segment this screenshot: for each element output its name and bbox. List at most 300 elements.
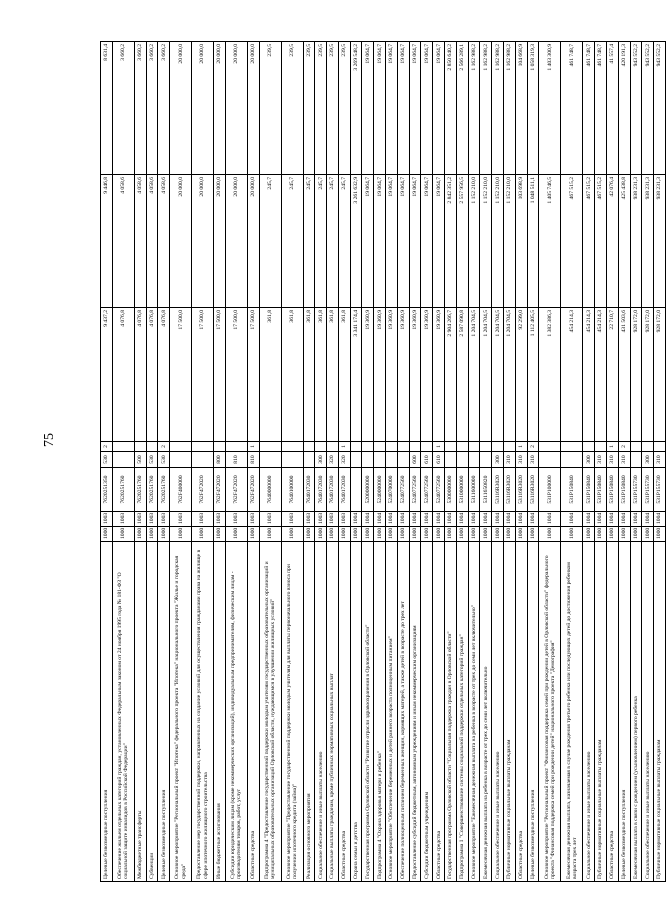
- table-row: [433, 42, 445, 882]
- amount-year-1: 4 076,8: [146, 308, 158, 442]
- amount-year-1: 2 904 266,7: [445, 308, 457, 442]
- section-code: 1000: [397, 527, 409, 542]
- target-article-code: 531P155730: [654, 468, 666, 512]
- amount-year-2: 467 515,2: [595, 175, 607, 308]
- amount-year-1: 17 500,0: [214, 308, 226, 442]
- amount-year-2: 425 438,8: [618, 175, 630, 308]
- subsection-code: 1003: [247, 512, 259, 527]
- expense-type-code: [192, 452, 214, 468]
- amount-year-3: 461 748,7: [583, 42, 595, 175]
- amount-year-2: 19 064,7: [421, 175, 433, 308]
- budget-item-name: Социальное обеспечение и иные выплаты населению: [315, 542, 327, 882]
- section-code: 1000: [315, 527, 327, 542]
- budget-item-name: Подпрограмма 4 "Предоставление государственной поддержки молодым учителям государственных образовательных организаций и муниципальных образовательных организаций Орловской области, нуждающимся в улучшении жилищных условий": [259, 542, 281, 882]
- table-row: [561, 42, 583, 882]
- funding-source-code: [583, 442, 595, 452]
- subsection-code: 1004: [468, 512, 480, 527]
- section-code: 1000: [158, 527, 170, 542]
- funding-source-code: [112, 442, 134, 452]
- expense-type-code: [350, 452, 362, 468]
- subsection-code: 1003: [327, 512, 339, 527]
- amount-year-2: 1 152 210,0: [504, 175, 516, 308]
- amount-year-1: 454 214,3: [583, 308, 595, 442]
- expense-type-code: [561, 452, 583, 468]
- table-row: [134, 42, 146, 882]
- target-article-code: 531P150840: [595, 468, 607, 512]
- amount-year-2: 19 064,7: [397, 175, 409, 308]
- funding-source-code: [315, 442, 327, 452]
- expense-type-code: 310: [527, 452, 539, 468]
- target-article-code: 5240772560: [397, 468, 409, 512]
- budget-item-name: Ежемесячная денежная выплата на ребенка в возрасте от трех до семи лет включительно: [480, 542, 492, 882]
- expense-type-code: 310: [595, 452, 607, 468]
- section-code: 1000: [642, 527, 654, 542]
- amount-year-3: 1 403 300,9: [539, 42, 561, 175]
- amount-year-3: 3 660,2: [134, 42, 146, 175]
- amount-year-2: 938 231,3: [630, 175, 642, 308]
- funding-source-code: [170, 442, 192, 452]
- target-article-code: 7620251760: [134, 468, 146, 512]
- section-code: 1000: [606, 527, 618, 542]
- funding-source-code: 1: [247, 442, 259, 452]
- funding-source-code: [259, 442, 281, 452]
- table-row: [362, 42, 374, 882]
- budget-item-name: Субсидии бюджетным учреждениям: [421, 542, 433, 882]
- subsection-code: 1003: [112, 512, 134, 527]
- budget-item-name: Областные средства: [515, 542, 527, 882]
- amount-year-3: 1 162 988,2: [480, 42, 492, 175]
- subsection-code: 1004: [350, 512, 362, 527]
- subsection-code: 1004: [386, 512, 398, 527]
- amount-year-1: 17 500,0: [192, 308, 214, 442]
- target-article-code: 5311650820: [480, 468, 492, 512]
- table-row: [192, 42, 214, 882]
- funding-source-code: [225, 442, 247, 452]
- section-code: 1000: [327, 527, 339, 542]
- expense-type-code: 530: [146, 452, 158, 468]
- amount-year-1: 19 360,9: [397, 308, 409, 442]
- target-article-code: 7620251760: [146, 468, 158, 512]
- amount-year-2: 467 515,2: [561, 175, 583, 308]
- table-row: [654, 42, 666, 882]
- section-code: 1000: [409, 527, 421, 542]
- target-article-code: 53116R3020: [515, 468, 527, 512]
- amount-year-3: 19 064,7: [397, 42, 409, 175]
- budget-item-name: Целевые безвозмездные поступления: [618, 542, 630, 882]
- section-code: 1000: [445, 527, 457, 542]
- funding-source-code: [386, 442, 398, 452]
- amount-year-2: 42 076,4: [606, 175, 618, 308]
- table-row: [445, 42, 457, 882]
- amount-year-1: 1 204 704,5: [492, 308, 504, 442]
- amount-year-3: 2 850 640,2: [445, 42, 457, 175]
- expense-type-code: [480, 452, 492, 468]
- table-row: [170, 42, 192, 882]
- budget-item-name: Обеспечение жильем отдельных категорий граждан, установленных Федеральным законом от 24 ноября 1995 года № 181-ФЗ "О социальной защите инвалидов в Российской Федерации": [112, 542, 134, 882]
- target-article-code: 5240772560: [409, 468, 421, 512]
- section-code: 1000: [595, 527, 607, 542]
- budget-item-name: Обеспечение полноценным питанием беременных женщин, кормящих матерей, а также детей в возрасте до трех лет: [397, 542, 409, 882]
- amount-year-2: 245,7: [259, 175, 281, 308]
- table-row: [397, 42, 409, 882]
- amount-year-2: 20 000,0: [214, 175, 226, 308]
- subsection-code: 1004: [397, 512, 409, 527]
- funding-source-code: [362, 442, 374, 452]
- amount-year-3: 20 000,0: [225, 42, 247, 175]
- subsection-code: 1004: [606, 512, 618, 527]
- table-row: [456, 42, 468, 882]
- expense-type-code: 310: [654, 452, 666, 468]
- table-row: [386, 42, 398, 882]
- amount-year-1: 2 587 090,8: [456, 308, 468, 442]
- funding-source-code: [468, 442, 480, 452]
- table-row: [421, 42, 433, 882]
- subsection-code: 1004: [527, 512, 539, 527]
- amount-year-3: 19 064,7: [386, 42, 398, 175]
- funding-source-code: [303, 442, 315, 452]
- subsection-code: 1003: [101, 512, 113, 527]
- table-row: [112, 42, 134, 882]
- amount-year-1: 454 214,3: [561, 308, 583, 442]
- table-row: [327, 42, 339, 882]
- table-row: [583, 42, 595, 882]
- funding-source-code: [561, 442, 583, 452]
- subsection-code: 1004: [504, 512, 516, 527]
- amount-year-1: 17 500,0: [225, 308, 247, 442]
- table-row: [468, 42, 480, 882]
- subsection-code: 1004: [492, 512, 504, 527]
- table-row: [480, 42, 492, 882]
- budget-item-name: Иные бюджетные ассигнования: [214, 542, 226, 882]
- amount-year-1: 19 360,9: [421, 308, 433, 442]
- section-code: 1000: [214, 527, 226, 542]
- budget-item-name: Субсидии юридическим лицам (кроме некоммерческих организаций), индивидуальным предпринимателям, физическим лицам - производителям товаров, работ, услуг: [225, 542, 247, 882]
- amount-year-2: 103 698,9: [515, 175, 527, 308]
- amount-year-1: 22 710,7: [606, 308, 618, 442]
- amount-year-2: 19 064,7: [362, 175, 374, 308]
- section-code: 1000: [456, 527, 468, 542]
- funding-source-code: [445, 442, 457, 452]
- budget-item-name: Охрана семьи и детства: [350, 542, 362, 882]
- amount-year-3: 3 660,2: [158, 42, 170, 175]
- target-article-code: 5240772560: [433, 468, 445, 512]
- budget-item-name: Социальные выплаты гражданам, кроме публичных нормативных социальных выплат: [327, 542, 339, 882]
- subsection-code: 1003: [315, 512, 327, 527]
- section-code: 1000: [303, 527, 315, 542]
- target-article-code: 5240772560: [421, 468, 433, 512]
- target-article-code: 762F472020: [247, 468, 259, 512]
- subsection-code: 1003: [259, 512, 281, 527]
- table-row: [146, 42, 158, 882]
- amount-year-1: 19 360,9: [374, 308, 386, 442]
- subsection-code: 1004: [595, 512, 607, 527]
- amount-year-1: 1 204 704,5: [480, 308, 492, 442]
- target-article-code: 7620251760: [112, 468, 134, 512]
- section-code: 1000: [583, 527, 595, 542]
- expense-type-code: [259, 452, 281, 468]
- funding-source-code: [214, 442, 226, 452]
- budget-item-name: Областные средства: [433, 542, 445, 882]
- expense-type-code: [539, 452, 561, 468]
- expense-type-code: [170, 452, 192, 468]
- amount-year-1: 1 204 704,5: [468, 308, 480, 442]
- target-article-code: [350, 468, 362, 512]
- budget-item-name: Подпрограмма 1 "Совершенствование системы социальной поддержки отдельных категорий граждан": [456, 542, 468, 882]
- target-article-code: 531P150840: [606, 468, 618, 512]
- table-row: [225, 42, 247, 882]
- budget-item-name: Подпрограмма 4 "Охрана здоровья матери и ребенка": [374, 542, 386, 882]
- target-article-code: 7640172030: [327, 468, 339, 512]
- funding-source-code: 2: [527, 442, 539, 452]
- amount-year-2: 9 446,8: [101, 175, 113, 308]
- budget-item-name: Целевые безвозмездные поступления: [101, 542, 113, 882]
- amount-year-2: 20 000,0: [247, 175, 259, 308]
- target-article-code: 531P155730: [642, 468, 654, 512]
- amount-year-3: 239,5: [315, 42, 327, 175]
- section-code: 1000: [421, 527, 433, 542]
- expense-type-code: 800: [214, 452, 226, 468]
- amount-year-1: 17 500,0: [247, 308, 259, 442]
- amount-year-1: 361,8: [338, 308, 350, 442]
- table-row: [492, 42, 504, 882]
- amount-year-2: 245,7: [327, 175, 339, 308]
- amount-year-2: 1 048 511,1: [527, 175, 539, 308]
- table-row: [515, 42, 527, 882]
- expense-type-code: 320: [327, 452, 339, 468]
- target-article-code: 762F472020: [225, 468, 247, 512]
- expense-type-code: 300: [642, 452, 654, 468]
- budget-sheet: [100, 42, 666, 882]
- target-article-code: 531P150840: [561, 468, 583, 512]
- amount-year-3: 20 000,0: [247, 42, 259, 175]
- expense-type-code: 610: [433, 452, 445, 468]
- subsection-code: 1004: [561, 512, 583, 527]
- amount-year-2: 245,7: [281, 175, 303, 308]
- expense-type-code: 600: [409, 452, 421, 468]
- table-row: [315, 42, 327, 882]
- amount-year-1: 361,8: [303, 308, 315, 442]
- target-article-code: 5311600000: [468, 468, 480, 512]
- funding-source-code: [397, 442, 409, 452]
- funding-source-code: [480, 442, 492, 452]
- section-code: 1000: [170, 527, 192, 542]
- target-article-code: 762F472020: [214, 468, 226, 512]
- amount-year-3: 41 557,4: [606, 42, 618, 175]
- expense-type-code: 310: [606, 452, 618, 468]
- amount-year-3: 943 552,2: [630, 42, 642, 175]
- table-row: [595, 42, 607, 882]
- budget-item-name: Социальное обеспечение и иные выплаты населению: [583, 542, 595, 882]
- funding-source-code: [134, 442, 146, 452]
- amount-year-3: 3 660,2: [112, 42, 134, 175]
- subsection-code: 1004: [515, 512, 527, 527]
- amount-year-3: 239,5: [327, 42, 339, 175]
- section-code: 1000: [362, 527, 374, 542]
- funding-source-code: 2: [158, 442, 170, 452]
- table-row: [539, 42, 561, 882]
- amount-year-3: 20 000,0: [192, 42, 214, 175]
- budget-item-name: Государственная программа Орловской области "Социальная поддержка граждан в Орловской области": [445, 542, 457, 882]
- amount-year-1: 9 437,2: [101, 308, 113, 442]
- amount-year-2: 3 261 632,9: [350, 175, 362, 308]
- amount-year-1: 928 172,0: [654, 308, 666, 442]
- amount-year-3: 3 660,2: [146, 42, 158, 175]
- section-code: 1000: [225, 527, 247, 542]
- amount-year-3: 943 552,2: [642, 42, 654, 175]
- funding-source-code: 1: [433, 442, 445, 452]
- target-article-code: 531P155730: [630, 468, 642, 512]
- subsection-code: 1003: [134, 512, 146, 527]
- funding-source-code: [456, 442, 468, 452]
- target-article-code: 5240000000: [374, 468, 386, 512]
- table-row: [527, 42, 539, 882]
- budget-item-name: Социальное обеспечение и иные выплаты населению: [492, 542, 504, 882]
- target-article-code: 7640172030: [303, 468, 315, 512]
- expense-type-code: [362, 452, 374, 468]
- expense-type-code: 810: [225, 452, 247, 468]
- subsection-code: 1003: [303, 512, 315, 527]
- section-code: 1000: [654, 527, 666, 542]
- table-row: [606, 42, 618, 882]
- amount-year-3: 104 668,9: [515, 42, 527, 175]
- expense-type-code: 500: [134, 452, 146, 468]
- expense-type-code: 530: [101, 452, 113, 468]
- target-article-code: 53116R3020: [504, 468, 516, 512]
- expense-type-code: [374, 452, 386, 468]
- section-code: 1000: [386, 527, 398, 542]
- amount-year-1: 19 360,9: [386, 308, 398, 442]
- expense-type-code: [456, 452, 468, 468]
- amount-year-3: 19 064,7: [409, 42, 421, 175]
- funding-source-code: [539, 442, 561, 452]
- budget-table-body: [101, 42, 666, 882]
- amount-year-1: 361,8: [259, 308, 281, 442]
- amount-year-3: 19 064,7: [374, 42, 386, 175]
- amount-year-3: 3 269 548,2: [350, 42, 362, 175]
- section-code: 1000: [101, 527, 113, 542]
- table-row: [303, 42, 315, 882]
- amount-year-1: 928 172,0: [630, 308, 642, 442]
- table-row: [642, 42, 654, 882]
- section-code: 1000: [630, 527, 642, 542]
- funding-source-code: 2: [101, 442, 113, 452]
- table-row: [214, 42, 226, 882]
- amount-year-2: 4 058,6: [158, 175, 170, 308]
- budget-item-name: Основное мероприятие "Ежемесячная денежная выплата на ребенка в возрасте от трех до семи лет включительно": [468, 542, 480, 882]
- section-code: 1000: [112, 527, 134, 542]
- page-number: 75: [42, 433, 57, 447]
- expense-type-code: 310: [515, 452, 527, 468]
- amount-year-1: 361,8: [327, 308, 339, 442]
- target-article-code: 7640172030: [338, 468, 350, 512]
- amount-year-3: 19 064,7: [421, 42, 433, 175]
- budget-item-name: Ежемесячная денежная выплата, назначаемая в случае рождения третьего ребенка или последующих детей до достижения ребенком возраста трех лет: [561, 542, 583, 882]
- amount-year-2: 4 058,6: [112, 175, 134, 308]
- table-row: [618, 42, 630, 882]
- table-row: [374, 42, 386, 882]
- amount-year-1: 431 503,6: [618, 308, 630, 442]
- expense-type-code: 530: [158, 452, 170, 468]
- funding-source-code: [327, 442, 339, 452]
- budget-item-name: Целевые безвозмездные поступления: [158, 542, 170, 882]
- funding-source-code: [409, 442, 421, 452]
- amount-year-2: 1 152 210,0: [492, 175, 504, 308]
- amount-year-1: 454 214,3: [595, 308, 607, 442]
- funding-source-code: [492, 442, 504, 452]
- amount-year-1: 19 360,9: [409, 308, 421, 442]
- amount-year-2: 4 058,6: [146, 175, 158, 308]
- expense-type-code: [397, 452, 409, 468]
- subsection-code: 1004: [456, 512, 468, 527]
- amount-year-2: 19 064,7: [374, 175, 386, 308]
- subsection-code: 1003: [146, 512, 158, 527]
- expense-type-code: 300: [583, 452, 595, 468]
- budget-item-name: Областные средства: [606, 542, 618, 882]
- table-row: [338, 42, 350, 882]
- amount-year-2: 1 405 746,5: [539, 175, 561, 308]
- table-row: [504, 42, 516, 882]
- budget-table: [100, 41, 666, 882]
- budget-item-name: Основное мероприятие "Предоставление государственной поддержки молодым учителям для выплаты первоначального взноса при получении ипотечного кредита (займа)": [281, 542, 303, 882]
- subsection-code: 1004: [630, 512, 642, 527]
- subsection-code: 1004: [433, 512, 445, 527]
- funding-source-code: [281, 442, 303, 452]
- amount-year-3: 2 566 289,1: [456, 42, 468, 175]
- funding-source-code: [642, 442, 654, 452]
- subsection-code: 1004: [409, 512, 421, 527]
- subsection-code: 1004: [445, 512, 457, 527]
- target-article-code: 5300000000: [445, 468, 457, 512]
- budget-item-name: Публичные нормативные социальные выплаты гражданам: [654, 542, 666, 882]
- funding-source-code: [421, 442, 433, 452]
- budget-item-name: Реализация основного мероприятия: [303, 542, 315, 882]
- amount-year-1: 4 076,8: [112, 308, 134, 442]
- expense-type-code: 610: [421, 452, 433, 468]
- amount-year-1: 92 299,0: [515, 308, 527, 442]
- expense-type-code: [468, 452, 480, 468]
- target-article-code: 531P150840: [618, 468, 630, 512]
- budget-item-name: Предоставление мер государственной поддержки, направленных на создание условий для осуществления гражданами права на жилище в сфере ипотечного жилищного строительства: [192, 542, 214, 882]
- amount-year-1: 19 360,9: [433, 308, 445, 442]
- expense-type-code: [386, 452, 398, 468]
- expense-type-code: 300: [315, 452, 327, 468]
- section-code: 1000: [350, 527, 362, 542]
- amount-year-2: 20 000,0: [170, 175, 192, 308]
- amount-year-2: 19 064,7: [409, 175, 421, 308]
- subsection-code: 1003: [225, 512, 247, 527]
- target-article-code: 7620251350: [101, 468, 113, 512]
- budget-item-name: Социальное обеспечение и иные выплаты населению: [642, 542, 654, 882]
- funding-source-code: 2: [618, 442, 630, 452]
- amount-year-1: 361,8: [315, 308, 327, 442]
- budget-item-name: Предоставление субсидий бюджетным, автономным учреждениям и иным некоммерческим организациям: [409, 542, 421, 882]
- table-row: [281, 42, 303, 882]
- target-article-code: 762F472020: [192, 468, 214, 512]
- amount-year-1: 1 382 386,3: [539, 308, 561, 442]
- amount-year-2: 19 064,7: [433, 175, 445, 308]
- budget-item-name: Государственная программа Орловской области "Развитие отрасли здравоохранения в Орловской области": [362, 542, 374, 882]
- subsection-code: 1003: [281, 512, 303, 527]
- amount-year-3: 1 162 988,2: [468, 42, 480, 175]
- target-article-code: 7640000000: [259, 468, 281, 512]
- expense-type-code: [630, 452, 642, 468]
- budget-item-name: Ежемесячная выплата в связи с рождением (усыновлением) первого ребенка: [630, 542, 642, 882]
- target-article-code: 7640100000: [281, 468, 303, 512]
- budget-item-name: Межбюджетные трансферты: [134, 542, 146, 882]
- expense-type-code: 310: [504, 452, 516, 468]
- funding-source-code: [630, 442, 642, 452]
- table-row: [158, 42, 170, 882]
